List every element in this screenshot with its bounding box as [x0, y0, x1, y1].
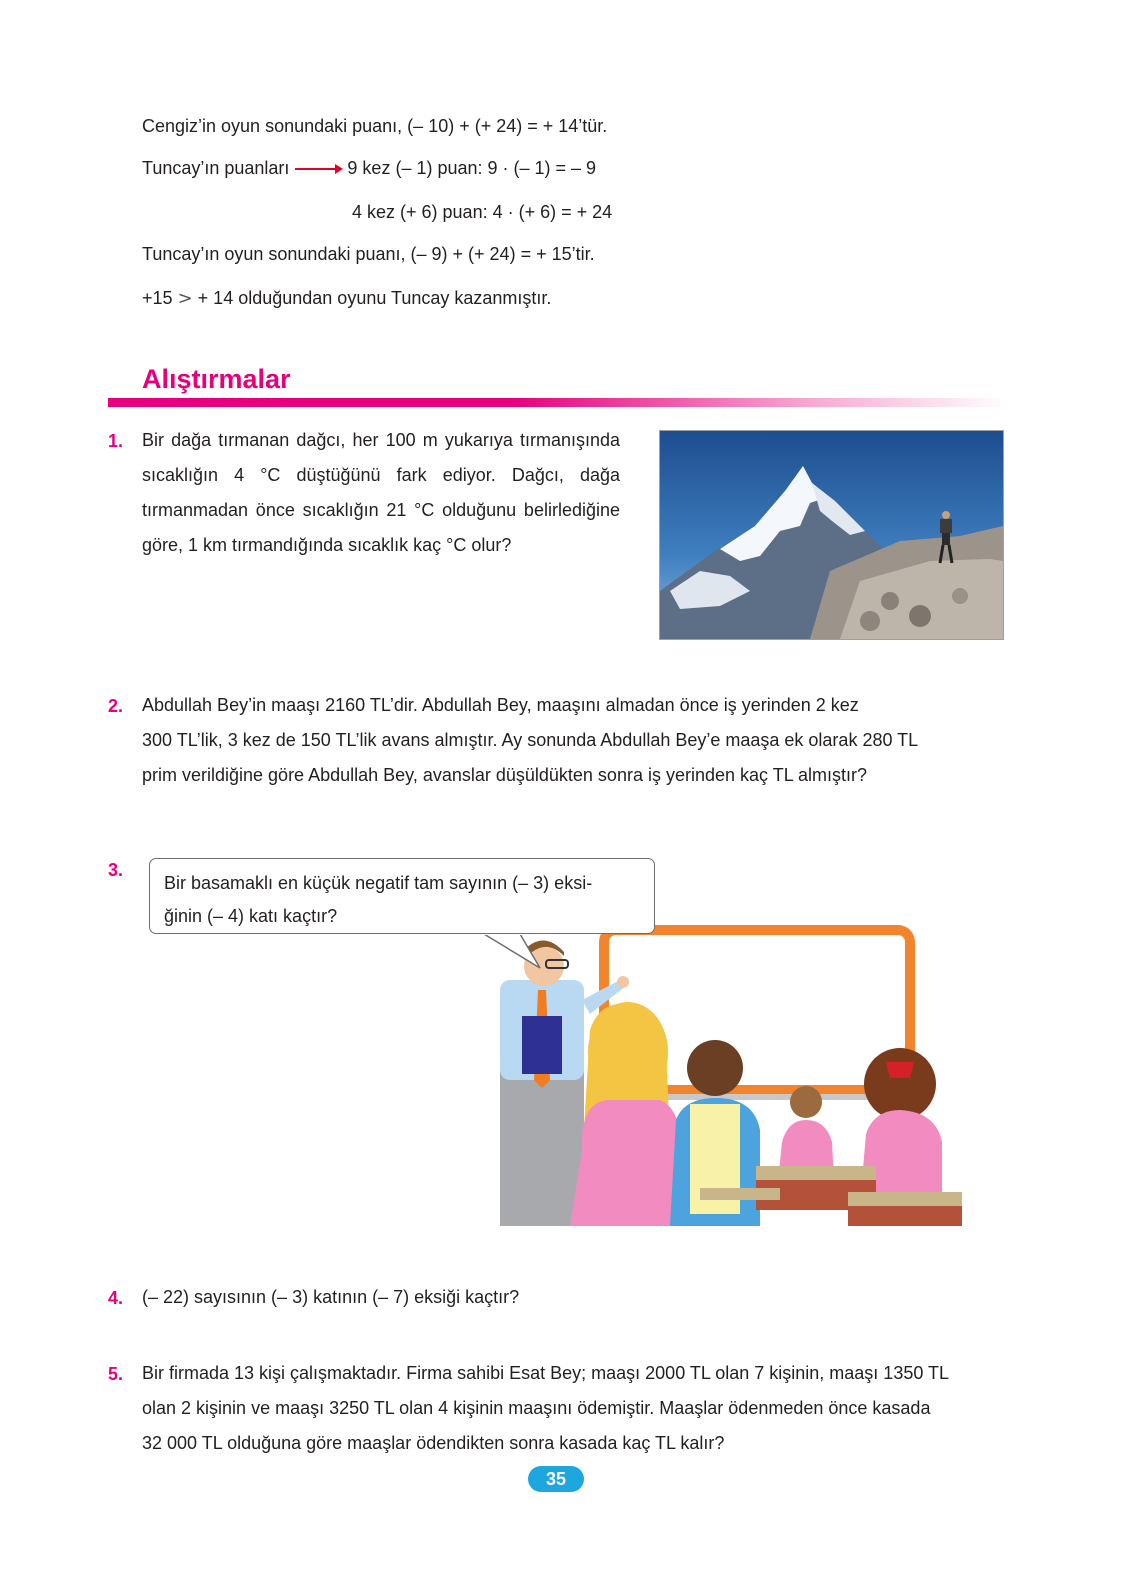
intro-line-4: Tuncay’ın oyun sonundaki puanı, (– 9) + (+ 24) = + 15’tir.	[142, 244, 595, 264]
question-2-line: 300 TL’lik, 3 kez de 150 TL’lik avans almıştır. Ay sonunda Abdullah Bey’e maaşa ek olarak 280 TL	[142, 730, 919, 750]
greater-than-symbol: >	[177, 288, 193, 309]
intro-line-2-label: Tuncay’ın puanları	[142, 158, 290, 178]
question-2-number: 2.	[108, 696, 124, 716]
question-5-text	[142, 1356, 1022, 1461]
speech-bubble-line: Bir basamaklı en küçük negatif tam sayının (– 3) eksi-	[164, 873, 593, 893]
mountain-climber-image	[659, 430, 1004, 640]
question-1-text: Bir dağa tırmanan dağcı, her 100 m yukarıya tırmanışında sıcaklığın 4 °C düştüğünü fark ediyor. Dağcı, dağa tırmanmadan önce sıcaklığın 21 °C olduğunu belirlediğine göre, 1 km tırmandığında sıcaklık kaç °C olur?	[142, 430, 620, 555]
bubble-tail-shape	[480, 932, 560, 972]
question-5-number: 5.	[108, 1364, 124, 1384]
intro-line-5-a: +15	[142, 288, 173, 308]
intro-line-2-value: 9 kez (– 1) puan: 9 · (– 1) = – 9	[347, 158, 597, 178]
question-5-line: olan 2 kişinin ve maaşı 3250 TL olan 4 kişinin maaşını ödemiştir. Maaşlar ödenmeden önce kasada	[142, 1398, 931, 1418]
question-5-line: Bir firmada 13 kişi çalışmaktadır. Firma sahibi Esat Bey; maaşı 2000 TL olan 7 kişinin, maaşı 1350 TL	[142, 1363, 950, 1383]
page-number-badge: 35	[528, 1466, 584, 1492]
speech-bubble	[149, 858, 655, 934]
intro-line-3: 4 kez (+ 6) puan: 4 · (+ 6) = + 24	[352, 202, 613, 222]
intro-line-5-b: + 14 olduğundan oyunu Tuncay kazanmıştır.	[197, 288, 552, 308]
intro-line-1: Cengiz’in oyun sonundaki puanı, (– 10) + (+ 24) = + 14’tür.	[142, 116, 608, 136]
question-1-number: 1.	[108, 431, 124, 451]
question-3-number: 3.	[108, 860, 124, 880]
question-4-number: 4.	[108, 1288, 124, 1308]
mountain-illustration	[660, 431, 1003, 639]
question-2-line: Abdullah Bey’in maaşı 2160 TL’dir. Abdullah Bey, maaşını almadan önce iş yerinden 2 kez	[142, 695, 859, 715]
question-2-text	[142, 688, 1022, 793]
speech-bubble-line: ğinin (– 4) katı kaçtır?	[164, 906, 338, 926]
intro-line-2	[142, 156, 596, 180]
question-2-line: prim verildiğine göre Abdullah Bey, avanslar düşüldükten sonra iş yerinden kaç TL almıştır?	[142, 765, 868, 785]
question-5-line: 32 000 TL olduğuna göre maaşlar ödendikten sonra kasada kaç TL kalır?	[142, 1433, 725, 1453]
section-title-bar	[108, 398, 1008, 407]
intro-line-5	[142, 286, 551, 311]
right-arrow-icon	[295, 168, 341, 170]
question-4-text: (– 22) sayısının (– 3) katının (– 7) eksiği kaçtır?	[142, 1287, 520, 1307]
section-title: Alıştırmalar	[142, 364, 291, 394]
